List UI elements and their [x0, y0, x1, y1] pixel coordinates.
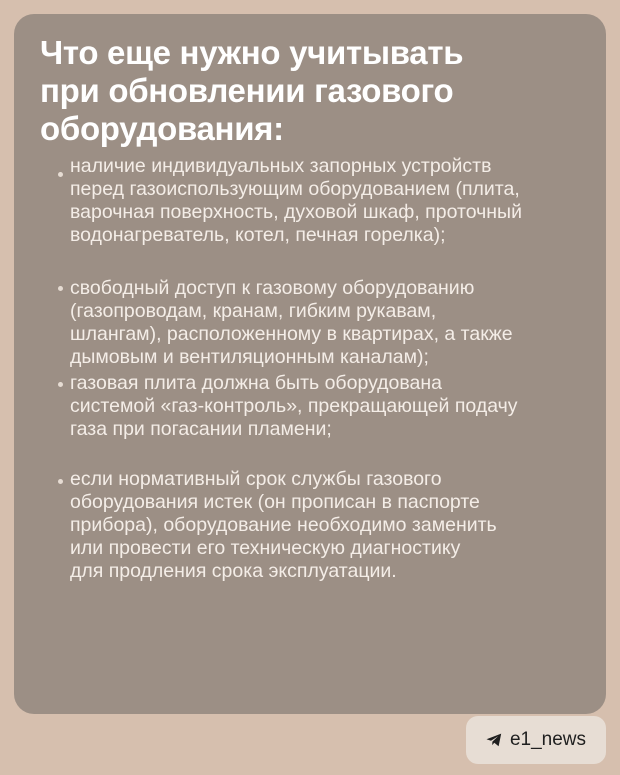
- telegram-icon: [486, 733, 502, 747]
- channel-name: e1_news: [509, 729, 587, 750]
- bullet-dot-icon: [58, 172, 63, 177]
- bullet-text: наличие индивидуальных запорных устройств перед газоиспользующим оборудованием (плита, варочная поверхность, духовой шкаф, проточный водонагреватель, котел, печная горелка);: [70, 155, 522, 246]
- card-title: Что еще нужно учитывать при обновлении газового оборудования:: [40, 34, 464, 147]
- bullet-dot-icon: [58, 382, 63, 387]
- bullet-text: если нормативный срок службы газового оборудования истек (он прописан в паспорте прибора), оборудование необходимо заменить или провести его техническую диагностику для продления срока эксплуатации.: [70, 468, 497, 582]
- bullet-text: свободный доступ к газовому оборудованию (газопроводам, кранам, гибким рукавам, шлангам), расположенному в квартирах, а также дымовым и вентиляционным каналам);: [70, 277, 513, 368]
- bullet-dot-icon: [58, 286, 63, 291]
- bullet-dot-icon: [58, 479, 63, 484]
- channel-tag[interactable]: [466, 716, 606, 764]
- bullet-text: газовая плита должна быть оборудована системой «газ-контроль», прекращающей подачу газа при погасании пламени;: [70, 372, 518, 440]
